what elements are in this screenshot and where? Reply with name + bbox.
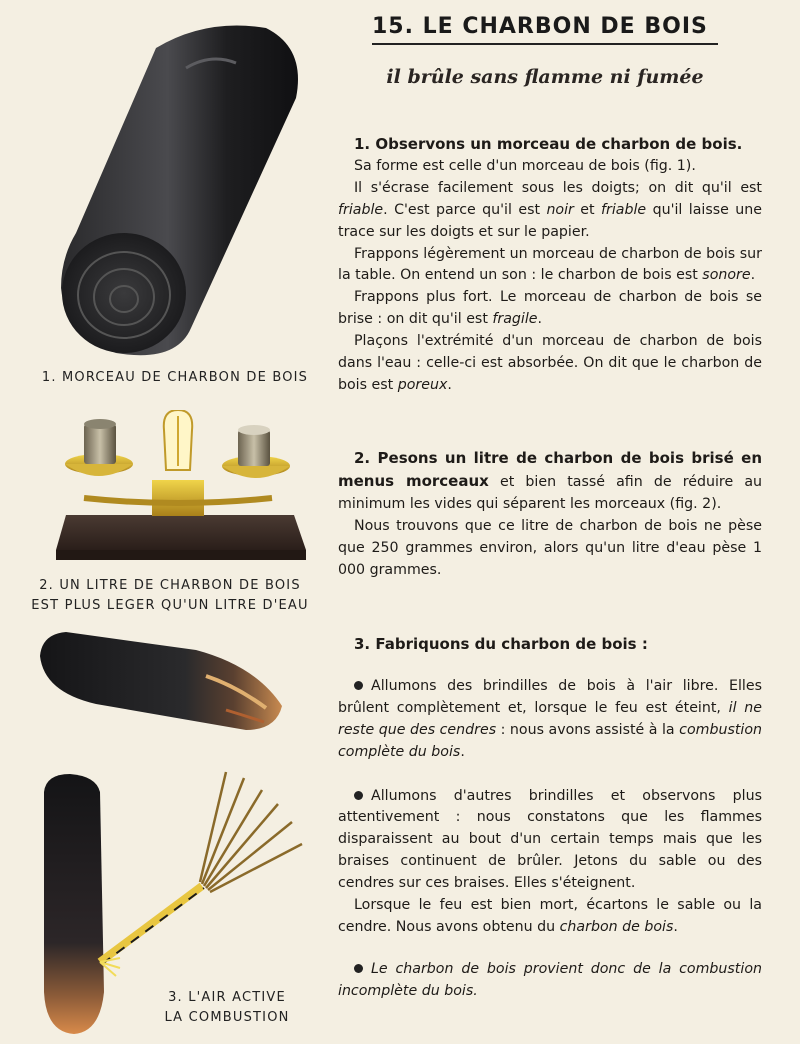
section-3-bullet: Le charbon de bois provient donc de la combustion incomplète du bois. bbox=[338, 960, 762, 999]
figure-2-caption-line1: 2. UN LITRE DE CHARBON DE BOIS bbox=[39, 578, 301, 593]
lesson-title: 15. LE CHARBON DE BOIS bbox=[372, 14, 718, 45]
figure-3-caption bbox=[132, 988, 322, 1028]
section-1-paragraph: Plaçons l'extrémité d'un morceau de charbon de bois dans l'eau : celle-ci est absorbée. On dit que le charbon de bois est poreux. bbox=[338, 333, 762, 393]
bullet-icon bbox=[354, 681, 363, 690]
section-1 bbox=[338, 134, 762, 397]
section-2-paragraph: 2. Pesons un litre de charbon de bois brisé en menus morceaux et bien tassé afin de réduire au minimum les vides qui séparent les morceaux (fig. 2). bbox=[338, 449, 763, 512]
section-3 bbox=[338, 634, 762, 1003]
bullet-icon bbox=[354, 964, 363, 973]
section-3-bullet: Allumons d'autres brindilles et observons plus attentivement : nous constatons que les flammes disparaissent au bout d'un certain temps mais que les braises continuent de brûler. Jetons du sable ou des cendres sur ces braises. Elles s'éteignent. bbox=[338, 787, 762, 892]
section-1-paragraph: Sa forme est celle d'un morceau de bois (fig. 1). bbox=[354, 157, 696, 174]
section-3-heading: 3. Fabriquons du charbon de bois : bbox=[354, 635, 648, 653]
section-3-paragraph: Lorsque le feu est bien mort, écartons le sable ou la cendre. Nous avons obtenu du charbon de bois. bbox=[338, 897, 762, 935]
section-2 bbox=[338, 448, 762, 581]
balance-scale-illustration bbox=[44, 410, 316, 570]
section-3-bullet: Allumons des brindilles de bois à l'air libre. Elles brûlent complètement et, lorsque le feu est éteint, il ne reste que des cendres : nous avons assisté à la combustion complète du bois. bbox=[338, 677, 763, 760]
section-1-paragraph: Il s'écrase facilement sous les doigts; on dit qu'il est friable. C'est parce qu'il est noir et friable qu'il laisse une trace sur les doigts et sur le papier. bbox=[338, 179, 762, 240]
smoldering-stick-illustration bbox=[36, 626, 288, 736]
figure-3-caption-line2: LA COMBUSTION bbox=[164, 1010, 290, 1025]
lesson-subtitle: il brûle sans flamme ni fumée bbox=[386, 66, 704, 88]
section-1-paragraph: Frappons légèrement un morceau de charbon de bois sur la table. On entend un son : le charbon de bois est sonore. bbox=[338, 245, 762, 284]
figure-2-caption-line2: EST PLUS LEGER QU'UN LITRE D'EAU bbox=[31, 598, 309, 613]
figure-2-caption bbox=[10, 576, 330, 616]
section-1-heading: 1. Observons un morceau de charbon de bois. bbox=[354, 135, 743, 153]
charcoal-log-illustration bbox=[36, 8, 326, 363]
figure-1-caption: 1. MORCEAU DE CHARBON DE BOIS bbox=[41, 370, 309, 385]
section-2-paragraph: Nous trouvons que ce litre de charbon de bois ne pèse que 250 grammes environ, alors qu'un litre d'eau pèse 1 000 grammes. bbox=[338, 517, 762, 578]
bullet-icon bbox=[354, 791, 363, 800]
figure-3-caption-line1: 3. L'AIR ACTIVE bbox=[168, 990, 286, 1005]
section-1-paragraph: Frappons plus fort. Le morceau de charbon de bois se brise : on dit qu'il est fragile. bbox=[338, 289, 762, 328]
section-2-heading: 2. Pesons un litre de charbon de bois brisé en menus morceaux bbox=[338, 449, 762, 490]
